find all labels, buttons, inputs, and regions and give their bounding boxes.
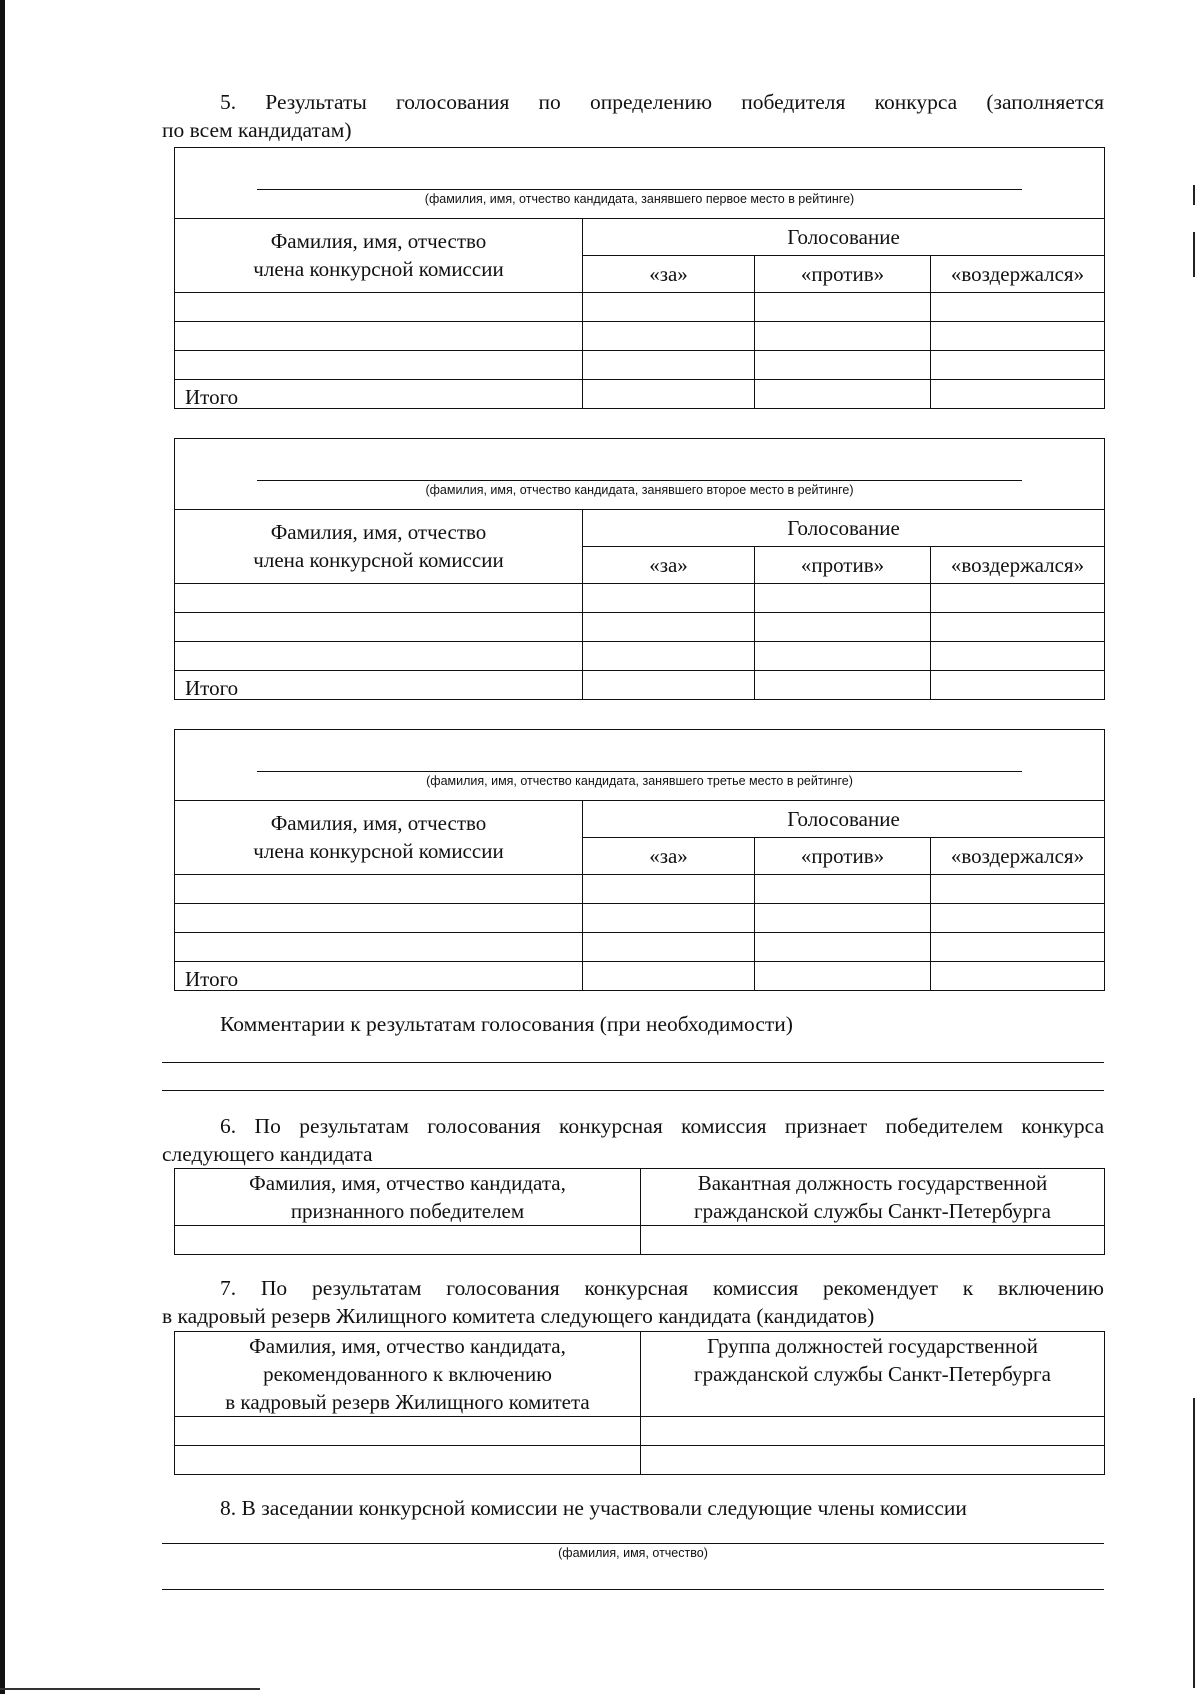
vote-cell[interactable] <box>931 875 1105 904</box>
candidate-caption: (фамилия, имя, отчество кандидата, занявшего второе место в рейтинге) <box>425 483 854 497</box>
vote-cell[interactable] <box>755 904 931 933</box>
total-cell[interactable] <box>755 962 931 991</box>
reserve-name-cell[interactable] <box>175 1417 641 1446</box>
member-cell[interactable] <box>175 933 583 962</box>
section6-line1: 6. По результатам голосования конкурсная комиссия признает победителем конкурса <box>220 1114 1104 1138</box>
vote-cell[interactable] <box>583 875 755 904</box>
reserve-header-line3: в кадровый резерв Жилищного комитета <box>225 1390 590 1414</box>
vote-cell[interactable] <box>583 933 755 962</box>
vote-cell[interactable] <box>755 642 931 671</box>
member-header-line2: члена конкурсной комиссии <box>253 257 504 281</box>
member-header-line2: члена конкурсной комиссии <box>253 548 504 572</box>
option-for: «за» <box>583 547 755 584</box>
total-label: Итого <box>175 380 583 409</box>
total-cell[interactable] <box>755 380 931 409</box>
total-cell[interactable] <box>931 962 1105 991</box>
vote-cell[interactable] <box>931 351 1105 380</box>
vacant-header-line1: Вакантная должность государственной <box>697 1171 1048 1195</box>
vote-cell[interactable] <box>755 351 931 380</box>
vote-cell[interactable] <box>583 584 755 613</box>
member-cell[interactable] <box>175 293 583 322</box>
section7-line2: в кадровый резерв Жилищного комитета следующего кандидата (кандидатов) <box>162 1304 875 1328</box>
option-abstain: «воздержался» <box>931 838 1105 875</box>
position-group-header <box>641 1332 1105 1417</box>
total-row <box>175 962 1105 991</box>
vote-cell[interactable] <box>931 584 1105 613</box>
member-cell[interactable] <box>175 351 583 380</box>
reserve-name-cell[interactable] <box>175 1446 641 1475</box>
scan-edge-bottom <box>0 1688 260 1690</box>
scan-mark <box>1193 185 1195 205</box>
table-row <box>175 1446 1105 1475</box>
member-header-line1: Фамилия, имя, отчество <box>270 520 487 544</box>
candidate-name-line <box>257 189 1022 190</box>
vote-cell[interactable] <box>931 642 1105 671</box>
section6-heading <box>162 1112 1104 1168</box>
reserve-header-line1: Фамилия, имя, отчество кандидата, <box>249 1334 566 1358</box>
voting-header: Голосование <box>583 510 1105 547</box>
section5-line2: по всем кандидатам) <box>162 118 352 142</box>
option-for: «за» <box>583 838 755 875</box>
voting-header: Голосование <box>583 219 1105 256</box>
table-row <box>175 584 1105 613</box>
vote-cell[interactable] <box>583 293 755 322</box>
section5-heading <box>162 88 1104 144</box>
total-row <box>175 671 1105 700</box>
vote-cell[interactable] <box>583 351 755 380</box>
section6-line2: следующего кандидата <box>162 1142 373 1166</box>
winner-header-line2: признанного победителем <box>290 1199 525 1223</box>
member-cell[interactable] <box>175 584 583 613</box>
member-cell[interactable] <box>175 642 583 671</box>
total-label: Итого <box>175 962 583 991</box>
reserve-header-line2: рекомендованного к включению <box>263 1362 552 1386</box>
scan-mark <box>1193 1398 1195 1688</box>
option-against: «против» <box>755 838 931 875</box>
candidate-name-line <box>257 771 1022 772</box>
section7-heading <box>162 1274 1104 1330</box>
vacant-header-line2: гражданской службы Санкт-Петербурга <box>694 1199 1051 1223</box>
reserve-name-header <box>175 1332 641 1417</box>
vote-cell[interactable] <box>755 933 931 962</box>
member-cell[interactable] <box>175 322 583 351</box>
vote-cell[interactable] <box>931 933 1105 962</box>
total-label: Итого <box>175 671 583 700</box>
table-row <box>175 933 1105 962</box>
total-cell[interactable] <box>583 671 755 700</box>
winner-name-header <box>175 1169 641 1226</box>
member-header-line1: Фамилия, имя, отчество <box>270 229 487 253</box>
option-against: «против» <box>755 256 931 293</box>
scan-edge-left <box>0 0 5 1694</box>
absent-members-line[interactable] <box>162 1543 1104 1544</box>
vote-cell[interactable] <box>931 613 1105 642</box>
winner-table <box>174 1168 1105 1255</box>
candidate-name-cell[interactable] <box>175 148 1105 219</box>
winner-name-cell[interactable] <box>175 1226 641 1255</box>
group-header-line1: Группа должностей государственной <box>707 1334 1038 1358</box>
absent-members-line-2[interactable] <box>162 1589 1104 1590</box>
vote-cell[interactable] <box>755 584 931 613</box>
member-header-line1: Фамилия, имя, отчество <box>270 811 487 835</box>
vote-cell[interactable] <box>931 904 1105 933</box>
position-group-cell[interactable] <box>641 1446 1105 1475</box>
member-column-header <box>175 801 583 875</box>
absent-members-caption: (фамилия, имя, отчество) <box>558 1546 708 1560</box>
member-header-line2: члена конкурсной комиссии <box>253 839 504 863</box>
member-cell[interactable] <box>175 904 583 933</box>
table-row <box>175 904 1105 933</box>
vote-table-third-place <box>174 729 1105 991</box>
vote-table-first-place <box>174 147 1105 409</box>
vacant-position-header <box>641 1169 1105 1226</box>
candidate-caption: (фамилия, имя, отчество кандидата, занявшего первое место в рейтинге) <box>424 192 855 206</box>
total-cell[interactable] <box>755 671 931 700</box>
vote-cell[interactable] <box>755 322 931 351</box>
total-cell[interactable] <box>583 962 755 991</box>
scan-mark <box>1193 232 1195 277</box>
table-row <box>175 875 1105 904</box>
vote-cell[interactable] <box>755 875 931 904</box>
reserve-table <box>174 1331 1105 1475</box>
member-column-header <box>175 219 583 293</box>
table-row <box>175 613 1105 642</box>
table-row <box>175 642 1105 671</box>
candidate-name-line <box>257 480 1022 481</box>
vote-cell[interactable] <box>755 613 931 642</box>
option-against: «против» <box>755 547 931 584</box>
table-row <box>175 1226 1105 1255</box>
vote-cell[interactable] <box>583 642 755 671</box>
vote-cell[interactable] <box>931 293 1105 322</box>
section8-text: 8. В заседании конкурсной комиссии не участвовали следующие члены комиссии <box>220 1496 967 1520</box>
total-row <box>175 380 1105 409</box>
vote-cell[interactable] <box>583 904 755 933</box>
vote-table-second-place <box>174 438 1105 700</box>
vote-cell[interactable] <box>931 322 1105 351</box>
vote-cell[interactable] <box>755 293 931 322</box>
candidate-name-cell[interactable] <box>175 730 1105 801</box>
table-row <box>175 293 1105 322</box>
comments-label: Комментарии к результатам голосования (при необходимости) <box>220 1012 793 1036</box>
total-cell[interactable] <box>583 380 755 409</box>
option-abstain: «воздержался» <box>931 256 1105 293</box>
group-header-line2: гражданской службы Санкт-Петербурга <box>694 1362 1051 1386</box>
total-cell[interactable] <box>931 671 1105 700</box>
section5-line1: 5. Результаты голосования по определению победителя конкурса (заполняется <box>220 90 1104 114</box>
member-column-header <box>175 510 583 584</box>
option-for: «за» <box>583 256 755 293</box>
position-group-cell[interactable] <box>641 1417 1105 1446</box>
vacant-position-cell[interactable] <box>641 1226 1105 1255</box>
section7-line1: 7. По результатам голосования конкурсная комиссия рекомендует к включению <box>220 1276 1104 1300</box>
table-row <box>175 322 1105 351</box>
member-cell[interactable] <box>175 875 583 904</box>
total-cell[interactable] <box>931 380 1105 409</box>
voting-header: Голосование <box>583 801 1105 838</box>
table-row <box>175 1417 1105 1446</box>
winner-header-line1: Фамилия, имя, отчество кандидата, <box>249 1171 566 1195</box>
comments-line-2[interactable] <box>162 1090 1104 1091</box>
vote-cell[interactable] <box>583 613 755 642</box>
vote-cell[interactable] <box>583 322 755 351</box>
table-row <box>175 351 1105 380</box>
option-abstain: «воздержался» <box>931 547 1105 584</box>
member-cell[interactable] <box>175 613 583 642</box>
candidate-name-cell[interactable] <box>175 439 1105 510</box>
comments-line-1[interactable] <box>162 1062 1104 1063</box>
candidate-caption: (фамилия, имя, отчество кандидата, занявшего третье место в рейтинге) <box>426 774 853 788</box>
